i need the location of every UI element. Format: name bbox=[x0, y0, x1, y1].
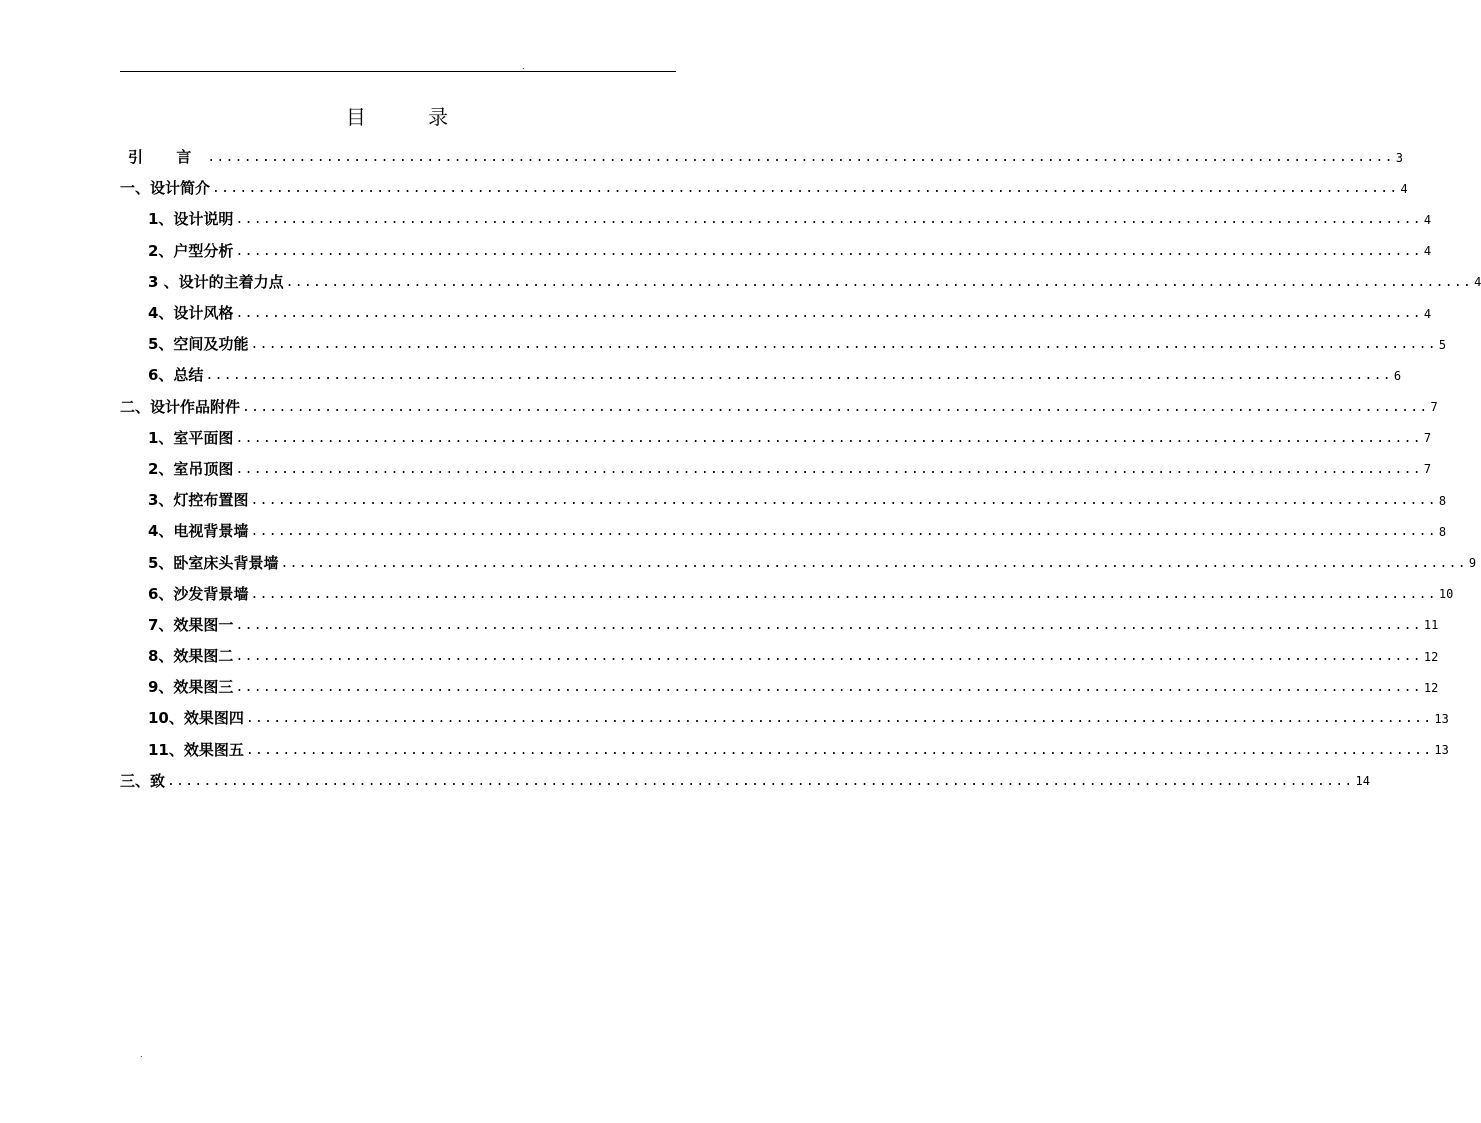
toc-leader-dots: .................................................................................................................................. bbox=[280, 555, 1467, 571]
toc-entry-label: 6、总结 bbox=[148, 366, 204, 385]
toc-entry-page-number: 4 bbox=[1423, 306, 1432, 321]
toc-entry-page-number: 6 bbox=[1393, 368, 1402, 383]
toc-entry-page-number: 3 bbox=[1395, 150, 1403, 165]
toc-entry-label: 7、效果图一 bbox=[148, 615, 234, 634]
toc-entry-page-number: 7 bbox=[1423, 431, 1432, 446]
toc-entry-page-number: 5 bbox=[1438, 337, 1447, 352]
toc-entry[interactable] bbox=[120, 484, 1447, 515]
toc-leader-dots: .................................................................................................................................. bbox=[235, 461, 1422, 477]
toc-leader-dots: .................................................................................................................................. bbox=[235, 212, 1422, 228]
toc-leader-dots: .................................................................................................................................. bbox=[235, 617, 1422, 633]
toc-entry-label: 引 言 bbox=[128, 148, 206, 167]
toc-entry-page-number: 4 bbox=[1423, 212, 1432, 227]
toc-entry-label: 一、设计简介 bbox=[120, 179, 211, 198]
toc-entry-page-number: 11 bbox=[1423, 618, 1439, 633]
toc-entry-label: 1、设计说明 bbox=[148, 210, 234, 229]
toc-leader-dots: .................................................................................................................................. bbox=[250, 493, 1437, 509]
toc-entry-page-number: 4 bbox=[1474, 275, 1481, 290]
toc-entry-label: 2、室吊顶图 bbox=[148, 459, 234, 478]
toc-entry-page-number: 8 bbox=[1438, 524, 1447, 539]
toc-entry-label: 三、致 bbox=[120, 771, 166, 790]
toc-entry-page-number: 13 bbox=[1434, 743, 1449, 758]
toc-entry[interactable] bbox=[120, 266, 1481, 297]
toc-entry-label: 2、户型分析 bbox=[148, 241, 234, 260]
toc-entry[interactable] bbox=[120, 391, 1438, 422]
toc-entry[interactable] bbox=[120, 515, 1447, 546]
toc-entry[interactable] bbox=[120, 640, 1439, 671]
toc-leader-dots: .................................................................................................................................. bbox=[245, 711, 1433, 727]
toc-entry-page-number: 12 bbox=[1423, 680, 1439, 695]
toc-entry-page-number: 4 bbox=[1423, 244, 1432, 259]
toc-entry[interactable] bbox=[120, 546, 1477, 577]
toc-entry[interactable] bbox=[120, 422, 1432, 453]
toc-leader-dots: .................................................................................................................................. bbox=[245, 742, 1433, 758]
toc-entry-page-number: 8 bbox=[1438, 493, 1447, 508]
toc-title: 目 录 bbox=[345, 105, 477, 129]
table-of-contents bbox=[120, 141, 1481, 796]
toc-entry[interactable] bbox=[120, 297, 1432, 328]
toc-entry-label: 5、空间及功能 bbox=[148, 335, 249, 354]
toc-entry[interactable] bbox=[120, 328, 1447, 359]
toc-entry-label: 5、卧室床头背景墙 bbox=[148, 553, 279, 572]
toc-entry-label: 二、设计作品附件 bbox=[120, 397, 241, 416]
toc-entry[interactable] bbox=[120, 609, 1439, 640]
header-mark: . bbox=[522, 62, 525, 71]
header-rule bbox=[120, 71, 676, 72]
toc-leader-dots: .................................................................................................................................. bbox=[235, 680, 1422, 696]
toc-leader-dots: .................................................................................................................................. bbox=[235, 306, 1422, 322]
toc-entry-label: 3、灯控布置图 bbox=[148, 491, 249, 510]
toc-entry-page-number: 10 bbox=[1438, 587, 1454, 602]
toc-entry[interactable] bbox=[120, 702, 1449, 733]
toc-entry[interactable] bbox=[120, 671, 1439, 702]
toc-entry[interactable] bbox=[120, 172, 1408, 203]
toc-leader-dots: .................................................................................................................................. bbox=[250, 586, 1437, 602]
toc-leader-dots: .................................................................................................................................. bbox=[212, 181, 1399, 197]
toc-entry[interactable] bbox=[120, 453, 1432, 484]
toc-entry-page-number: 13 bbox=[1434, 711, 1449, 726]
toc-entry-label: 6、沙发背景墙 bbox=[148, 584, 249, 603]
toc-entry-label: 8、效果图二 bbox=[148, 647, 234, 666]
toc-entry[interactable] bbox=[120, 578, 1454, 609]
toc-leader-dots: .................................................................................................................................. bbox=[250, 524, 1437, 540]
toc-entry-label: 11、效果图五 bbox=[148, 740, 244, 759]
footer-mark: . bbox=[140, 1050, 143, 1059]
toc-entry-label: 3 、设计的主着力点 bbox=[148, 272, 284, 291]
toc-leader-dots: .................................................................................................................................. bbox=[235, 649, 1422, 665]
toc-entry-label: 9、效果图三 bbox=[148, 678, 234, 697]
toc-entry[interactable] bbox=[120, 359, 1402, 390]
toc-leader-dots: .................................................................................................................................. bbox=[205, 368, 1392, 384]
toc-entry[interactable] bbox=[120, 765, 1370, 796]
toc-entry-page-number: 14 bbox=[1355, 774, 1370, 789]
toc-entry[interactable] bbox=[120, 203, 1432, 234]
toc-entry-page-number: 7 bbox=[1430, 400, 1438, 415]
toc-entry-page-number: 7 bbox=[1423, 462, 1432, 477]
toc-entry-label: 4、电视背景墙 bbox=[148, 522, 249, 541]
toc-leader-dots: .................................................................................................................................. bbox=[167, 773, 1354, 789]
toc-entry-page-number: 4 bbox=[1400, 181, 1408, 196]
toc-entry-page-number: 12 bbox=[1423, 649, 1439, 664]
toc-leader-dots: .................................................................................................................................. bbox=[242, 399, 1429, 415]
toc-entry[interactable] bbox=[120, 235, 1432, 266]
toc-entry[interactable] bbox=[120, 141, 1403, 172]
toc-leader-dots: .................................................................................................................................. bbox=[285, 274, 1473, 290]
toc-entry-page-number: 9 bbox=[1468, 556, 1477, 571]
toc-leader-dots: .................................................................................................................................. bbox=[207, 150, 1394, 166]
toc-entry-label: 1、室平面图 bbox=[148, 428, 234, 447]
toc-leader-dots: .................................................................................................................................. bbox=[235, 430, 1422, 446]
toc-entry-label: 10、效果图四 bbox=[148, 709, 244, 728]
toc-entry-label: 4、设计风格 bbox=[148, 304, 234, 323]
toc-leader-dots: .................................................................................................................................. bbox=[235, 243, 1422, 259]
toc-entry[interactable] bbox=[120, 734, 1449, 765]
toc-leader-dots: .................................................................................................................................. bbox=[250, 337, 1437, 353]
